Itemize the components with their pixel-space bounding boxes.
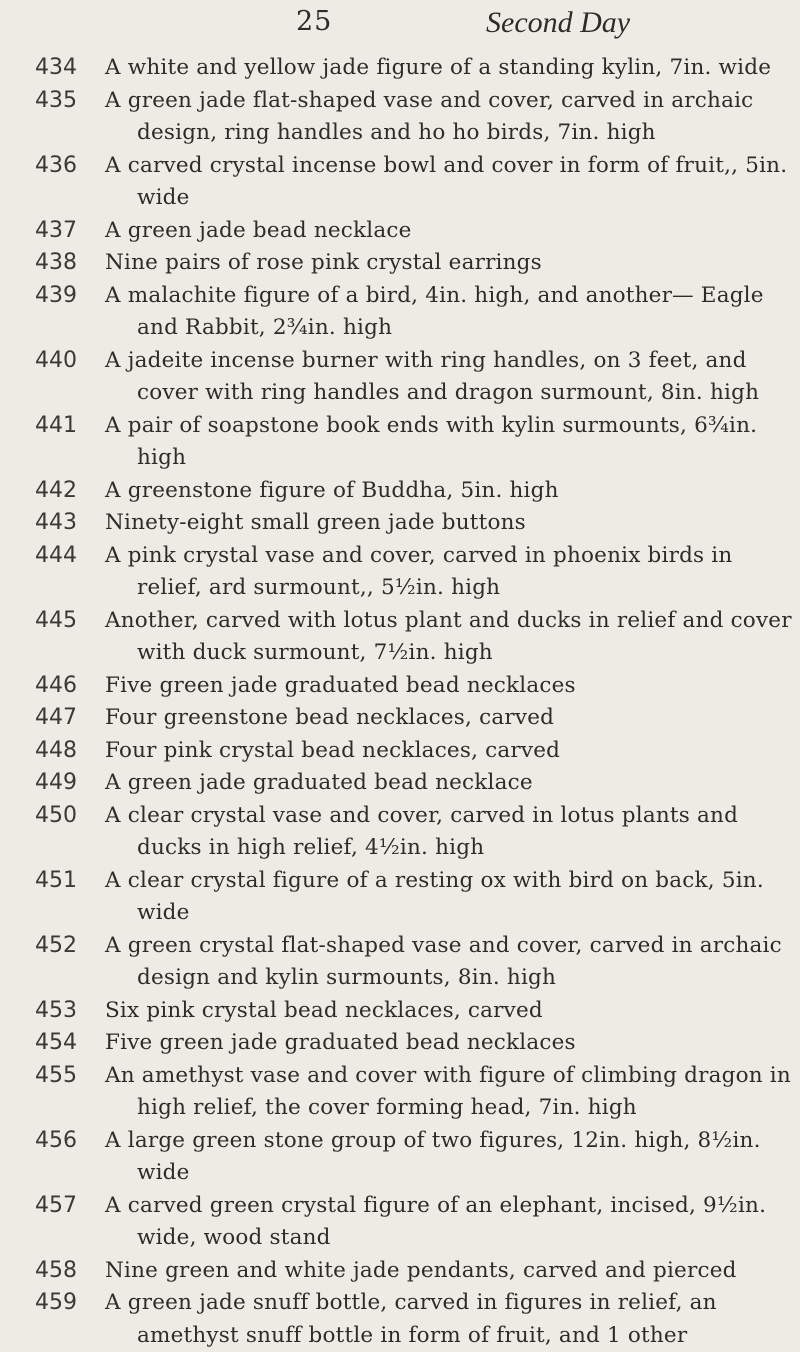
lot-number: 454	[35, 1030, 77, 1055]
lot-number: 455	[35, 1062, 77, 1088]
lot-description: An amethyst vase and cover with figure of climbing dragon in high relief, the cover forming head, 7in. high	[105, 1062, 791, 1120]
day-title: Second Day	[486, 6, 631, 39]
lot-description: A malachite figure of a bird, 4in. high, and another— Eagle and Rabbit, 2¾in. high	[105, 282, 764, 340]
lot-description: Nine pairs of rose pink crystal earrings	[105, 250, 542, 275]
lot-entry	[0, 150, 800, 215]
lot-number: 452	[35, 932, 77, 958]
lot-number: 456	[35, 1127, 77, 1153]
lot-description: A clear crystal figure of a resting ox with bird on back, 5in. wide	[105, 867, 764, 925]
lot-description: A green jade bead necklace	[105, 217, 412, 243]
lot-number: 442	[35, 477, 77, 503]
lot-description: A large green stone group of two figures, 12in. high, 8½in. wide	[105, 1127, 761, 1185]
lot-number: 451	[35, 867, 77, 893]
lot-number: 441	[35, 412, 77, 438]
lot-description: Five green jade graduated bead necklaces	[105, 672, 576, 698]
lot-list	[0, 52, 800, 1352]
lot-description: A green jade flat-shaped vase and cover, carved in archaic design, ring handles and ho ho birds, 7in. high	[105, 87, 754, 145]
lot-entry	[0, 410, 800, 475]
lot-entry	[0, 1027, 800, 1060]
lot-description: A green crystal flat-shaped vase and cover, carved in archaic design and kylin surmounts, 8in. high	[105, 932, 782, 990]
lot-entry	[0, 995, 800, 1028]
lot-entry	[0, 507, 800, 540]
lot-number: 450	[35, 802, 77, 828]
lot-entry	[0, 702, 800, 735]
lot-number: 437	[35, 217, 77, 243]
lot-number: 459	[35, 1290, 77, 1315]
lot-entry	[0, 865, 800, 930]
lot-entry	[0, 215, 800, 248]
lot-entry	[0, 767, 800, 800]
lot-entry	[0, 800, 800, 865]
lot-description: Six pink crystal bead necklaces, carved	[105, 997, 543, 1023]
lot-entry	[0, 52, 800, 85]
lot-number: 444	[35, 542, 77, 568]
lot-number: 457	[35, 1192, 77, 1218]
lot-entry	[0, 85, 800, 150]
lot-number: 446	[35, 672, 77, 698]
lot-description: Four greenstone bead necklaces, carved	[105, 705, 555, 730]
lot-number: 434	[35, 55, 77, 80]
lot-number: 458	[35, 1257, 77, 1283]
lot-entry	[0, 1060, 800, 1125]
lot-number: 449	[35, 770, 77, 795]
lot-entry	[0, 1125, 800, 1190]
lot-number: 439	[35, 282, 77, 308]
lot-entry	[0, 930, 800, 995]
page-header	[0, 6, 800, 46]
lot-description: A pink crystal vase and cover, carved in phoenix birds in relief, ard surmount,, 5½in. high	[105, 542, 733, 600]
lot-description: A carved crystal incense bowl and cover in form of fruit,, 5in. wide	[105, 152, 788, 210]
lot-entry	[0, 475, 800, 508]
lot-description: A green jade graduated bead necklace	[105, 770, 533, 795]
lot-description: A greenstone figure of Buddha, 5in. high	[105, 477, 559, 503]
lot-description: Four pink crystal bead necklaces, carved	[105, 737, 561, 763]
lot-entry	[0, 345, 800, 410]
lot-number: 443	[35, 510, 77, 535]
lot-number: 435	[35, 87, 77, 113]
lot-description: A carved green crystal figure of an elephant, incised, 9½in. wide, wood stand	[105, 1192, 767, 1250]
lot-description: Another, carved with lotus plant and ducks in relief and cover with duck surmount, 7½in. high	[105, 607, 792, 665]
lot-description: A jadeite incense burner with ring handles, on 3 feet, and cover with ring handles and dragon surmount, 8in. high	[105, 347, 760, 405]
lot-description: A green jade snuff bottle, carved in figures in relief, an amethyst snuff bottle in form of fruit, and 1 other	[105, 1290, 717, 1348]
lot-entry	[0, 1287, 800, 1352]
lot-entry	[0, 1190, 800, 1255]
lot-entry	[0, 540, 800, 605]
lot-number: 440	[35, 347, 77, 373]
lot-description: A white and yellow jade figure of a standing kylin, 7in. wide	[105, 55, 772, 80]
lot-entry	[0, 280, 800, 345]
lot-entry	[0, 735, 800, 768]
lot-entry	[0, 605, 800, 670]
lot-number: 447	[35, 705, 77, 730]
lot-description: Nine green and white jade pendants, carved and pierced	[105, 1257, 737, 1283]
lot-entry	[0, 670, 800, 703]
lot-number: 438	[35, 250, 77, 275]
page-number: 25	[296, 6, 333, 37]
lot-description: A clear crystal vase and cover, carved in lotus plants and ducks in high relief, 4½in. high	[105, 802, 739, 860]
lot-description: Five green jade graduated bead necklaces	[105, 1030, 576, 1055]
lot-entry	[0, 247, 800, 280]
lot-description: Ninety-eight small green jade buttons	[105, 510, 526, 535]
lot-description: A pair of soapstone book ends with kylin surmounts, 6¾in. high	[105, 412, 758, 470]
lot-entry	[0, 1255, 800, 1288]
lot-number: 436	[35, 152, 77, 178]
lot-number: 453	[35, 997, 77, 1023]
lot-number: 445	[35, 607, 77, 633]
lot-number: 448	[35, 737, 77, 763]
